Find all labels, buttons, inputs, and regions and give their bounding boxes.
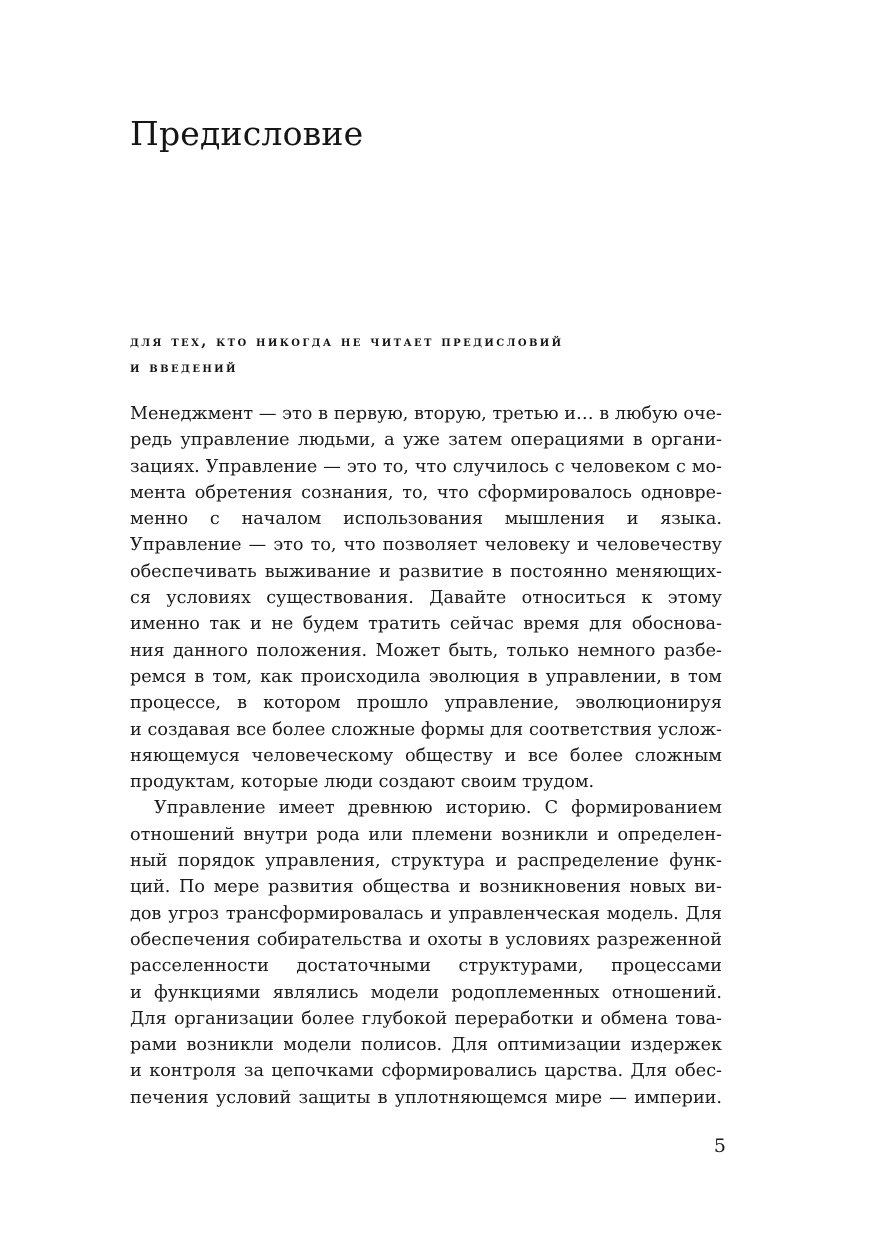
paragraph — [130, 401, 722, 795]
text-line: обеспечивать выживание и развитие в постоянно меняющих- — [130, 561, 722, 582]
chapter-title: Предисловие — [130, 114, 364, 153]
text-line: процессе, в котором прошло управление, эволюционируя — [130, 693, 722, 714]
text-line: именно так и не будем тратить сейчас время для обоснова- — [130, 614, 722, 635]
section-heading-line: для тех, кто никогда не читает предисловий — [130, 333, 564, 350]
text-line: няющемуся человеческому обществу и все более сложным — [130, 745, 722, 766]
body-text — [130, 401, 722, 1111]
text-line: и контроля за цепочками сформировались царства. Для обес- — [130, 1061, 722, 1082]
text-line: мента обретения сознания, то, что сформировалось одновре- — [130, 482, 722, 503]
text-line: ный порядок управления, структура и распределение функ- — [130, 851, 722, 872]
text-line: дов угроз трансформировалась и управленческая модель. Для — [130, 903, 722, 924]
text-line: рами возникли модели полисов. Для оптимизации издержек — [130, 1035, 722, 1056]
text-line: Управление — это то, что позволяет человеку и человечеству — [130, 535, 722, 556]
text-line: обеспечения собирательства и охоты в условиях разреженной — [130, 929, 722, 950]
text-line: продуктам, которые люди создают своим трудом. — [130, 772, 595, 793]
text-line: и функциями являлись модели родоплеменных отношений. — [130, 982, 722, 1003]
section-heading — [130, 329, 730, 381]
text-line: ремся в том, как происходила эволюция в управлении, в том — [130, 666, 722, 687]
text-line: печения условий защиты в уплотняющемся мире — империи. — [130, 1087, 722, 1108]
text-line: расселенности достаточными структурами, процессами — [130, 956, 722, 977]
text-line: ций. По мере развития общества и возникновения новых ви- — [130, 877, 722, 898]
text-line: Управление имеет древнюю историю. С формированием — [154, 798, 722, 819]
text-line: Для организации более глубокой переработки и обмена това- — [130, 1008, 722, 1029]
text-line: ся условиях существования. Давайте относиться к этому — [130, 588, 722, 609]
text-line: и создавая все более сложные формы для соответствия услож- — [130, 719, 722, 740]
section-heading-line: и введений — [130, 359, 238, 376]
text-line: менно с началом использования мышления и языка. — [130, 509, 722, 530]
paragraph — [130, 795, 722, 1111]
text-line: отношений внутри рода или племени возникли и определен- — [130, 824, 722, 845]
text-line: зациях. Управление — это то, что случилось с человеком с мо- — [130, 456, 722, 477]
text-line: ния данного положения. Может быть, только немного разбе- — [130, 640, 722, 661]
text-line: редь управление людьми, а уже затем операциями в органи- — [130, 430, 722, 451]
text-line: Менеджмент — это в первую, вторую, третью и… в любую оче- — [130, 404, 722, 424]
page-number: 5 — [713, 1135, 726, 1157]
